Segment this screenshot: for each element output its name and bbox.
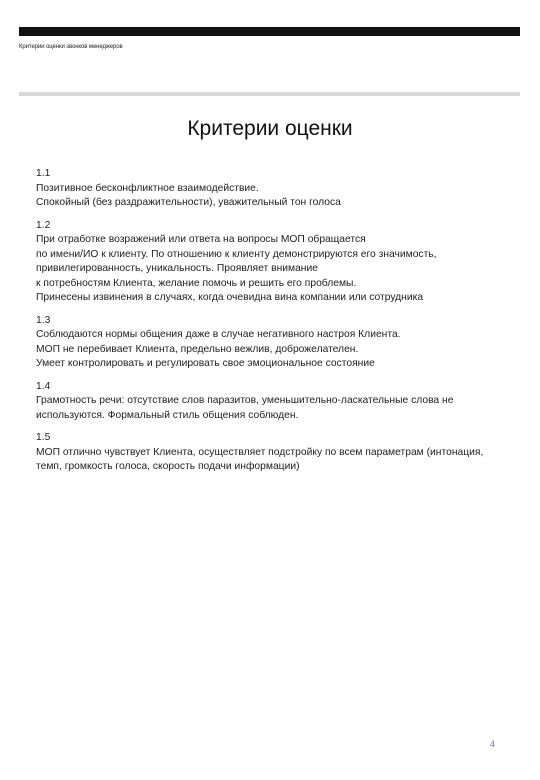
criterion-number: 1.1 (36, 168, 51, 179)
criterion-text-line: МОП не перебивает Клиента, предельно вежлив, доброжелателен. (36, 343, 359, 355)
page-number: 4 (490, 739, 496, 749)
criteria-list (36, 167, 516, 483)
criterion-text-line: Спокойный (без раздражительности), уважительный тон голоса (36, 197, 341, 208)
criterion-number: 1.4 (36, 380, 51, 392)
criterion-1-2 (36, 219, 516, 306)
criterion-number: 1.5 (36, 432, 51, 443)
criterion-text-line: МОП отлично чувствует Клиента, осуществляет подстройку по всем параметрам (интонация, (36, 446, 484, 458)
criterion-text-line: Умеет контролировать и регулировать свое эмоциональное состояние (36, 358, 375, 369)
top-black-bar (19, 27, 520, 36)
page-title: Критерии оценки (187, 117, 353, 140)
header-divider (19, 92, 520, 96)
criterion-text-line: Грамотность речи: отсутствие слов паразитов, уменьшительно-ласкательные слова не (36, 395, 454, 406)
document-header-label: Критерии оценки звонков менеджеров (19, 44, 123, 50)
criterion-text-line: используются. Формальный стиль общения соблюден. (36, 409, 299, 421)
criterion-text-line: по имени/ИО к клиенту. По отношению к клиенту демонстрируются его значимость, (36, 248, 437, 260)
criterion-text-line: При отработке возражений или ответа на вопросы МОП обращается (36, 234, 366, 245)
criterion-1-5 (36, 431, 516, 475)
criterion-1-3 (36, 314, 516, 372)
criterion-text-line: привилегированность, уникальность. Проявляет внимание (36, 263, 318, 274)
criterion-text-line: Позитивное бесконфликтное взаимодействие. (36, 182, 259, 194)
criterion-text-line: Соблюдаются нормы общения даже в случае негативного настроя Клиента. (36, 329, 401, 340)
criterion-text-line: к потребностям Клиента, желание помочь и решить его проблемы. (36, 277, 357, 289)
criterion-text-line: темп, громкость голоса, скорость подачи информации) (36, 461, 300, 472)
criterion-text-line: Принесены извинения в случаях, когда очевидна вина компании или сотрудника (36, 292, 424, 303)
criterion-number: 1.3 (36, 314, 51, 326)
criterion-number: 1.2 (36, 219, 51, 231)
criterion-1-1 (36, 167, 516, 211)
criterion-1-4 (36, 380, 516, 424)
